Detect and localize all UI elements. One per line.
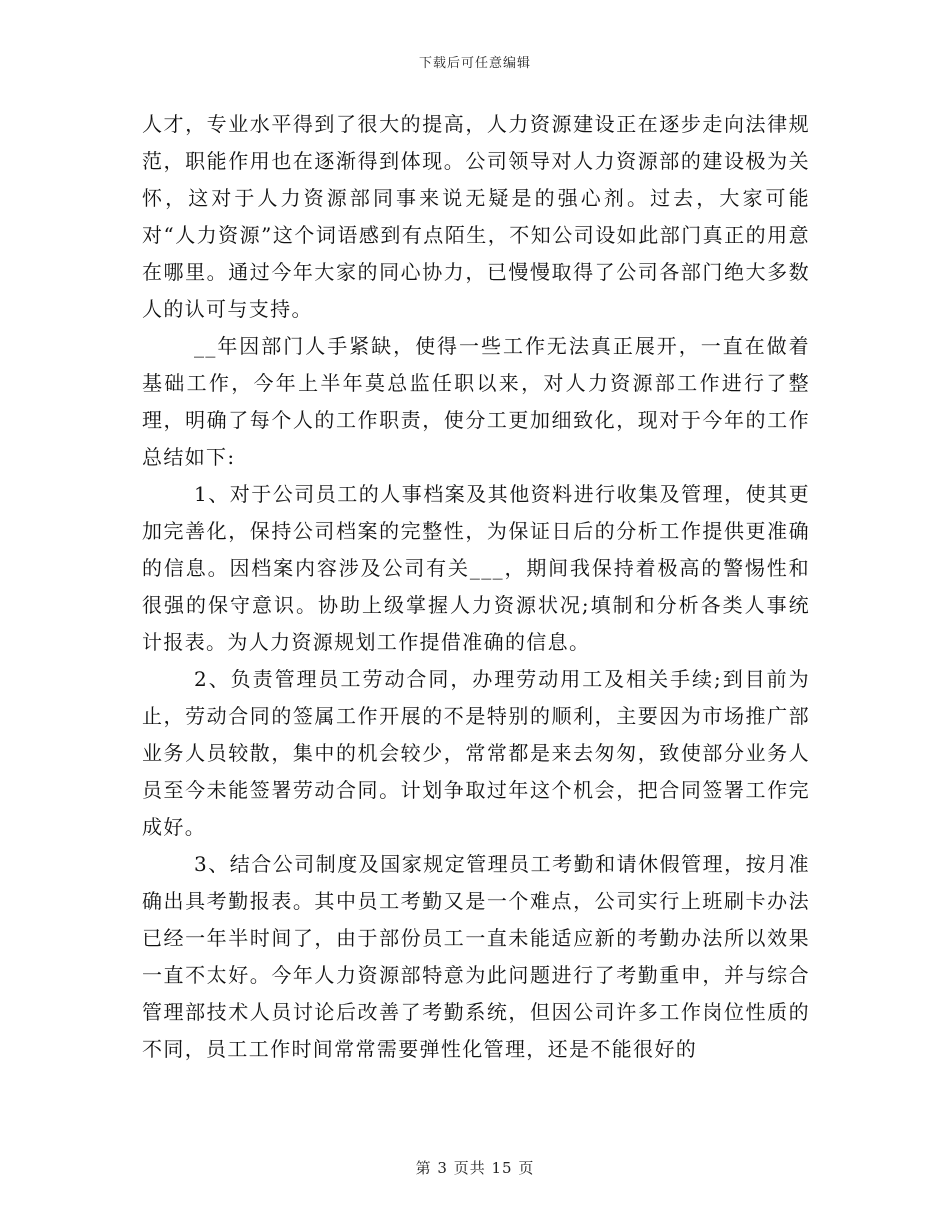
paragraph-item-3: 3、结合公司制度及国家规定管理员工考勤和请休假管理，按月准确出具考勤报表。其中员工考勤又是一个难点，公司实行上班刷卡办法已经一年半时间了，由于部份员工一直未能适应新的考勤办法所以效果一直不太好。今年人力资源部特意为此问题进行了考勤重申，并与综合管理部技术人员讨论后改善了考勤系统，但因公司许多工作岗位性质的不同，员工工作时间常常需要弹性化管理，还是不能很好的 <box>142 852 810 1061</box>
paragraph-continued: 人才，专业水平得到了很大的提高，人力资源建设正在逐步走向法律规范，职能作用也在逐渐得到体现。公司领导对人力资源部的建设极为关怀，这对于人力资源部同事来说无疑是的强心剂。过去，大家可能对“人力资源”这个词语感到有点陌生，不知公司设如此部门真正的用意在哪里。通过今年大家的同心协力，已慢慢取得了公司各部门绝大多数人的认可与支持。 <box>142 112 810 321</box>
paragraph-item-1: 1、对于公司员工的人事档案及其他资料进行收集及管理，使其更加完善化，保持公司档案的完整性，为保证日后的分析工作提供更准确的信息。因档案内容涉及公司有关___，期间我保持着极高的警惕性和很强的保守意识。协助上级掌握人力资源状况;填制和分析各类人事统计报表。为人力资源规划工作提借准确的信息。 <box>142 482 810 654</box>
document-body <box>142 106 810 1068</box>
page-header: 下载后可任意编辑 <box>418 56 531 71</box>
paragraph-intro: __年因部门人手紧缺，使得一些工作无法真正展开，一直在做着基础工作，今年上半年莫总监任职以来，对人力资源部工作进行了整理，明确了每个人的工作职责，使分工更加细致化，现对于今年的工作总结如下: <box>142 334 810 469</box>
page-footer: 第 3 页共 15 页 <box>415 1159 535 1177</box>
paragraph-item-2: 2、负责管理员工劳动合同，办理劳动用工及相关手续;到目前为止，劳动合同的签属工作开展的不是特别的顺利，主要因为市场推广部业务人员较散，集中的机会较少，常常都是来去匆匆，致使部分业务人员至今未能签署劳动合同。计划争取过年这个机会，把合同签署工作完成好。 <box>142 667 810 839</box>
